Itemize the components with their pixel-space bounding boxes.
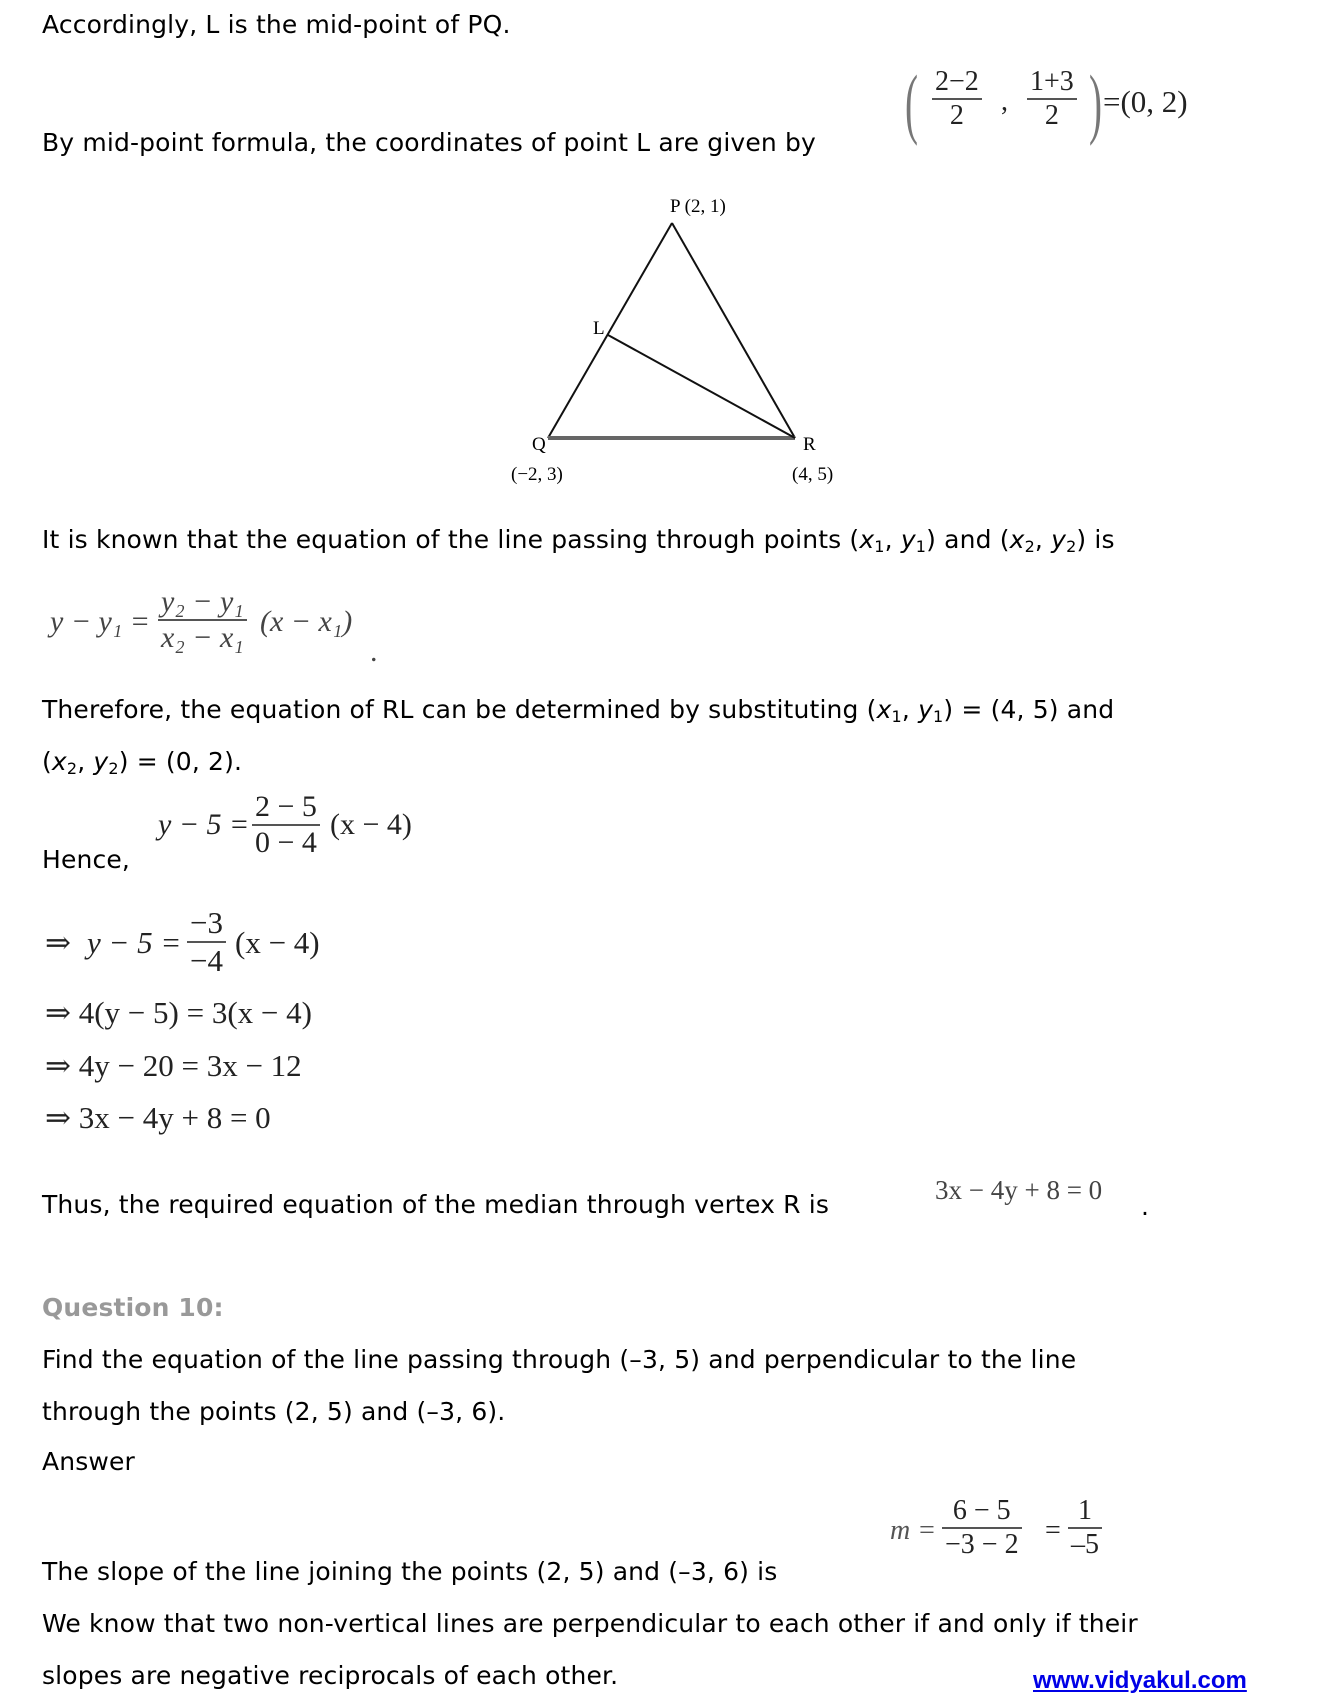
text-perpendicular-line-2: slopes are negative reciprocals of each other. [42, 1661, 619, 1690]
text-thus: Thus, the required equation of the median through vertex R is [42, 1190, 830, 1219]
fraction-numerator: 2−2 [932, 66, 982, 100]
text-known-equation [42, 525, 1115, 562]
var-y: y [918, 695, 934, 724]
fraction-denominator: –5 [1071, 1529, 1099, 1560]
text-perpendicular-line-1: We know that two non-vertical lines are perpendicular to each other if and only if their [42, 1609, 1138, 1638]
question-text-line-2: through the points (2, 5) and (–3, 6). [42, 1397, 506, 1426]
label-r-coords: (4, 5) [792, 464, 834, 485]
text-segment: , [1034, 525, 1052, 554]
step-expression: 4(y − 5) = 3(x − 4) [78, 995, 312, 1030]
label-l: L [593, 318, 605, 339]
label-p: P (2, 1) [670, 196, 726, 217]
formula-lhs: y − y₁ = [50, 605, 151, 638]
var-y: y [1051, 525, 1067, 554]
fraction-denominator: −3 − 2 [945, 1529, 1019, 1560]
text-x2y2 [42, 747, 242, 784]
step-2 [45, 995, 312, 1031]
fraction-denominator: x₂ − x₁ [161, 621, 244, 654]
step-expression: 4y − 20 = 3x − 12 [78, 1048, 302, 1083]
fraction-denominator: 2 [949, 100, 964, 131]
step-expression: 3x − 4y + 8 = 0 [78, 1100, 271, 1135]
text-accordingly: Accordingly, L is the mid-point of PQ. [42, 10, 511, 39]
formula-dot: . [370, 635, 378, 668]
subscript: 1 [874, 537, 885, 556]
fraction-denominator: 2 [1044, 100, 1059, 131]
text-segment: Therefore, the equation of RL can be determined by substituting ( [42, 695, 877, 724]
fraction-denominator: 0 − 4 [255, 826, 317, 859]
text-segment: , [77, 747, 94, 776]
fraction-numerator: −3 [187, 905, 226, 943]
fraction-numerator: 2 − 5 [252, 790, 320, 826]
var-x: x [859, 525, 875, 554]
equation-fraction [252, 790, 320, 860]
step-3 [45, 1048, 302, 1084]
text-segment: ) is [1076, 525, 1115, 554]
text-slope: The slope of the line joining the points (2, 5) and (–3, 6) is [42, 1557, 778, 1586]
footer-website-link[interactable]: www.vidyakul.com [1033, 1667, 1247, 1694]
equation-lhs: y − 5 = [158, 808, 250, 841]
fraction-numerator: 1+3 [1027, 66, 1077, 100]
midpoint-fraction-y [1027, 66, 1077, 132]
subscript: 2 [1066, 537, 1077, 556]
subscript: 2 [108, 759, 119, 778]
answer-label: Answer [42, 1447, 135, 1476]
text-midpoint-formula: By mid-point formula, the coordinates of point L are given by [42, 128, 816, 157]
fraction-numerator: 1 [1068, 1495, 1102, 1529]
side-pq [548, 223, 672, 438]
subscript: 1 [891, 707, 902, 726]
implies-arrow: ⇒ [45, 1048, 71, 1083]
midpoint-result: =(0, 2) [1103, 84, 1188, 119]
text-segment: It is known that the equation of the line passing through points ( [42, 525, 860, 554]
left-paren: ( [905, 59, 918, 146]
step-fraction [187, 905, 226, 979]
text-hence: Hence, [42, 845, 130, 874]
text-segment: , [901, 695, 919, 724]
label-r: R [803, 434, 816, 455]
median-rl [608, 335, 795, 438]
text-segment: ( [42, 747, 52, 776]
implies-arrow: ⇒ [45, 925, 71, 960]
text-therefore [42, 695, 1114, 732]
comma: , [1001, 86, 1008, 117]
subscript: 1 [915, 537, 927, 556]
fraction-denominator: −4 [190, 943, 223, 978]
subscript: 2 [66, 759, 78, 778]
formula-rhs: (x − x₁) [260, 605, 353, 638]
var-x: x [51, 747, 67, 776]
text-segment: ) = (4, 5) and [943, 695, 1115, 724]
fraction-numerator: y₂ − y₁ [158, 585, 247, 621]
subscript: 1 [933, 707, 944, 726]
step-rhs: (x − 4) [235, 925, 320, 960]
right-paren: ) [1089, 59, 1102, 146]
implies-arrow: ⇒ [45, 995, 71, 1030]
subscript: 2 [1024, 537, 1035, 556]
question-heading: Question 10: [42, 1293, 224, 1322]
text-segment: , [884, 525, 901, 554]
triangle-figure [490, 190, 870, 500]
var-y: y [93, 747, 109, 776]
label-q: Q [532, 434, 546, 455]
side-pr [672, 223, 795, 438]
var-x: x [876, 695, 892, 724]
equals-sign: = [1045, 1515, 1061, 1546]
midpoint-fraction-x [932, 66, 982, 132]
text-segment: ) and ( [926, 525, 1010, 554]
slope-m: m = [890, 1515, 937, 1546]
var-y: y [900, 525, 916, 554]
label-q-coords: (−2, 3) [511, 464, 563, 485]
slope-fraction [942, 1495, 1022, 1561]
text-segment: ) = (0, 2). [118, 747, 243, 776]
var-x: x [1009, 525, 1025, 554]
implies-arrow: ⇒ [45, 1100, 71, 1135]
fraction-numerator: 6 − 5 [942, 1495, 1022, 1529]
thus-equation: 3x − 4y + 8 = 0 [935, 1175, 1103, 1205]
question-text-line-1: Find the equation of the line passing through (–3, 5) and perpendicular to the line [42, 1345, 1077, 1374]
step-lhs: y − 5 = [87, 925, 182, 960]
step-4 [45, 1100, 271, 1136]
slope-result-fraction [1068, 1495, 1102, 1561]
thus-period: . [1141, 1192, 1150, 1221]
equation-rhs: (x − 4) [330, 808, 412, 841]
formula-fraction [158, 585, 247, 655]
